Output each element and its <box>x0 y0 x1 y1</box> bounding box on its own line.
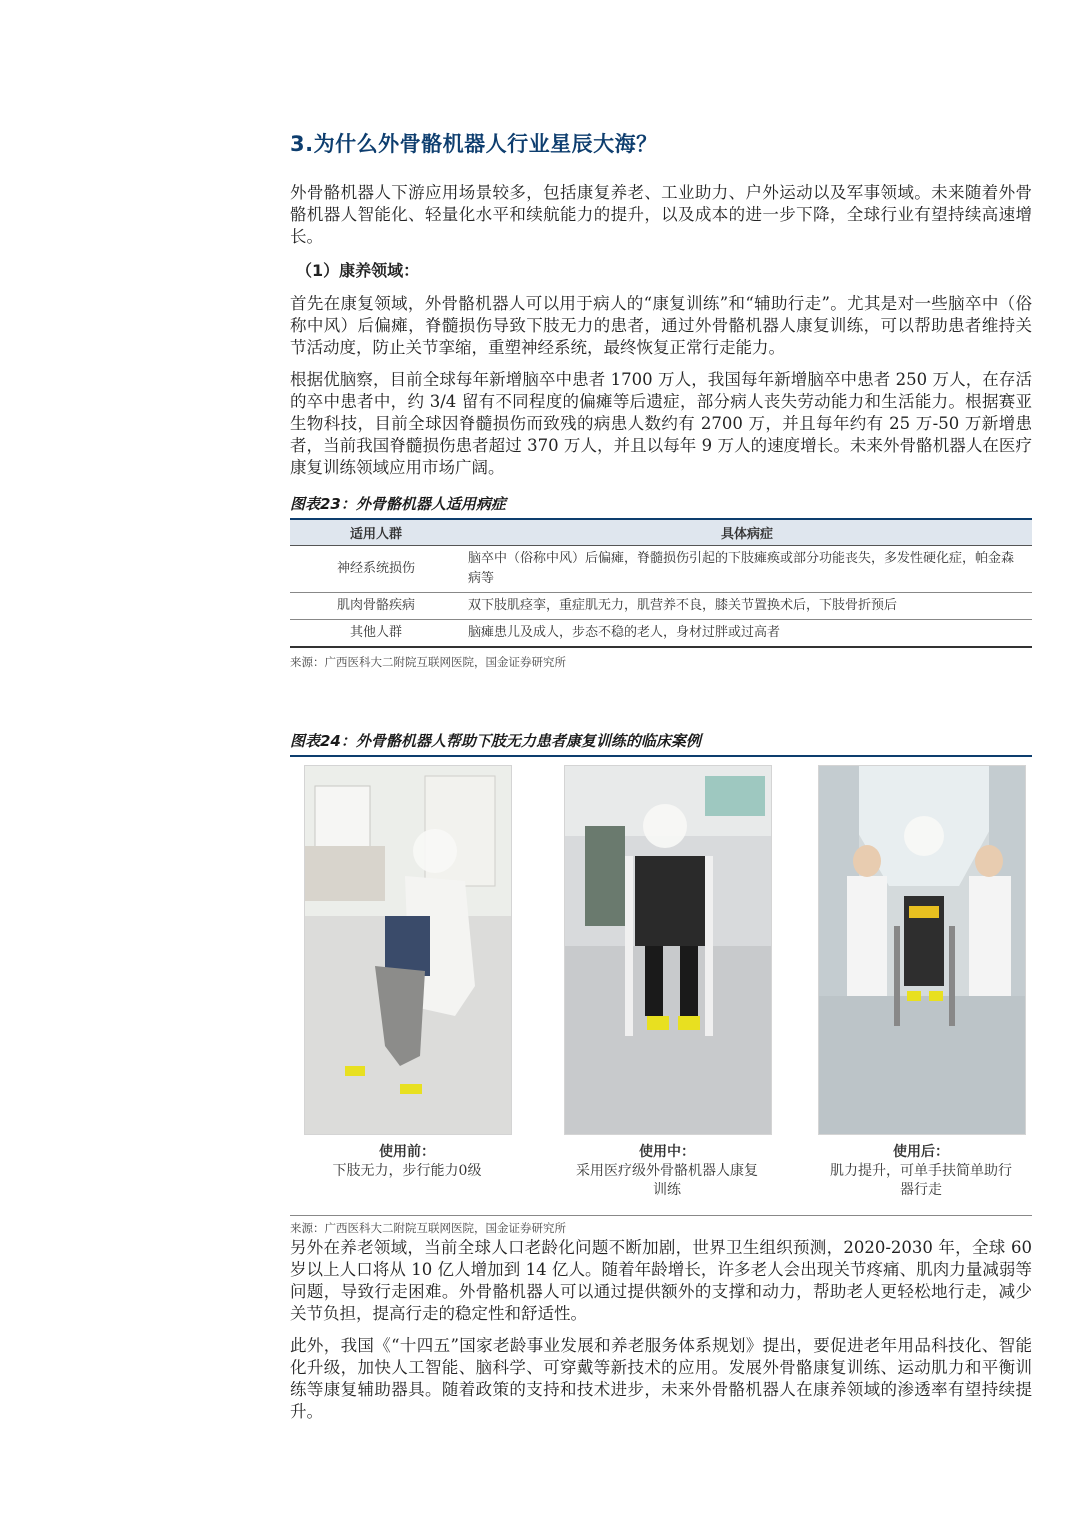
paragraph-policy: 此外，我国《“十四五”国家老龄事业发展和养老服务体系规划》提出，要促进老年用品科技化、智能化升级，加快人工智能、脑科学、可穿戴等新技术的应用。发展外骨骼康复训练、运动肌力和平衡训练等康复辅助器具。随着政策的支持和技术进步，未来外骨骼机器人在康养领域的渗透率有望持续提升。 <box>290 1336 1032 1421</box>
lower-content <box>290 1237 1032 1433</box>
table23-source: 来源：广西医科大二附院互联网医院，国金证券研究所 <box>290 655 566 669</box>
caption-during-label: 使用中： <box>639 1144 695 1160</box>
table-row <box>290 620 1032 648</box>
caption-before <box>287 1143 527 1181</box>
upper-content <box>290 128 1032 670</box>
photo-during <box>564 765 772 1135</box>
table-header-detail: 具体病症 <box>462 520 1032 546</box>
caption-during <box>547 1143 787 1200</box>
caption-after-label: 使用后： <box>893 1144 949 1160</box>
caption-before-label: 使用前： <box>379 1144 435 1160</box>
photo-after <box>818 765 1026 1135</box>
table-cell-detail: 脑卒中（俗称中风）后偏瘫，脊髓损伤引起的下肢瘫痪或部分功能丧失，多发性硬化症，帕金森病等 <box>462 546 1032 593</box>
paragraph-stats: 根据优脑察，目前全球每年新增脑卒中患者 1700 万人，我国每年新增脑卒中患者 250 万人，在存活的卒中患者中，约 3/4 留有不同程度的偏瘫等后遗症，部分病人丧失劳动能力和生活能力。根据赛亚生物科技，目前全球因脊髓损伤而致残的病患人数约有 2700 万，并且每年约有 25 万-50 万新增患者，当前我国脊髓损伤患者超过 370 万人，并且以每年 9 万人的速度增长。未来外骨骼机器人在医疗康复训练领域应用市场广阔。 <box>290 370 1032 477</box>
table-header-group: 适用人群 <box>290 520 462 546</box>
subheading-rehab: （1）康养领域： <box>296 261 420 280</box>
figure24-rule <box>290 1215 1032 1216</box>
figure24 <box>290 730 1032 1236</box>
table-row <box>290 546 1032 593</box>
figure24-photos <box>290 765 1032 1137</box>
table-cell-group: 肌肉骨骼疾病 <box>290 593 462 620</box>
table-cell-group: 其他人群 <box>290 620 462 648</box>
intro-paragraph: 外骨骼机器人下游应用场景较多，包括康复养老、工业助力、户外运动以及军事领域。未来随着外骨骼机器人智能化、轻量化水平和续航能力的提升，以及成本的进一步下降，全球行业有望持续高速增长。 <box>290 183 1032 246</box>
caption-before-text: 下肢无力，步行能力0级 <box>332 1163 482 1179</box>
table-header-row <box>290 520 1032 546</box>
caption-after-text: 肌力提升，可单手扶简单助行器行走 <box>830 1163 1012 1198</box>
table-cell-group: 神经系统损伤 <box>290 546 462 593</box>
figure24-source: 来源：广西医科大二附院互联网医院，国金证券研究所 <box>290 1221 566 1235</box>
caption-during-text: 采用医疗级外骨骼机器人康复训练 <box>576 1163 758 1198</box>
table-cell-detail: 脑瘫患儿及成人，步态不稳的老人，身材过胖或过高者 <box>462 620 1032 648</box>
figure24-captions <box>290 1143 1032 1207</box>
paragraph-rehab: 首先在康复领域，外骨骼机器人可以用于病人的“康复训练”和“辅助行走”。尤其是对一些脑卒中（俗称中风）后偏瘫，脊髓损伤导致下肢无力的患者，通过外骨骼机器人康复训练，可以帮助患者维持关节活动度，防止关节挛缩，重塑神经系统，最终恢复正常行走能力。 <box>290 294 1032 357</box>
table23-title: 图表23：外骨骼机器人适用病症 <box>290 493 1032 520</box>
photo-before <box>304 765 512 1135</box>
table-cell-detail: 双下肢肌痉挛，重症肌无力，肌营养不良，膝关节置换术后，下肢骨折预后 <box>462 593 1032 620</box>
figure24-title: 图表24：外骨骼机器人帮助下肢无力患者康复训练的临床案例 <box>290 730 1032 757</box>
table-row <box>290 593 1032 620</box>
section-title: 3.为什么外骨骼机器人行业星辰大海？ <box>290 132 658 156</box>
paragraph-elderly: 另外在养老领域，当前全球人口老龄化问题不断加剧，世界卫生组织预测，2020-2030 年，全球 60 岁以上人口将从 10 亿人增加到 14 亿人。随着年龄增长，许多老人会出现关节疼痛、肌肉力量减弱等问题，导致行走困难。外骨骼机器人可以通过提供额外的支撑和动力，帮助老人更轻松地行走，减少关节负担，提高行走的稳定性和舒适性。 <box>290 1238 1032 1323</box>
disease-table <box>290 520 1032 648</box>
caption-after <box>801 1143 1041 1200</box>
